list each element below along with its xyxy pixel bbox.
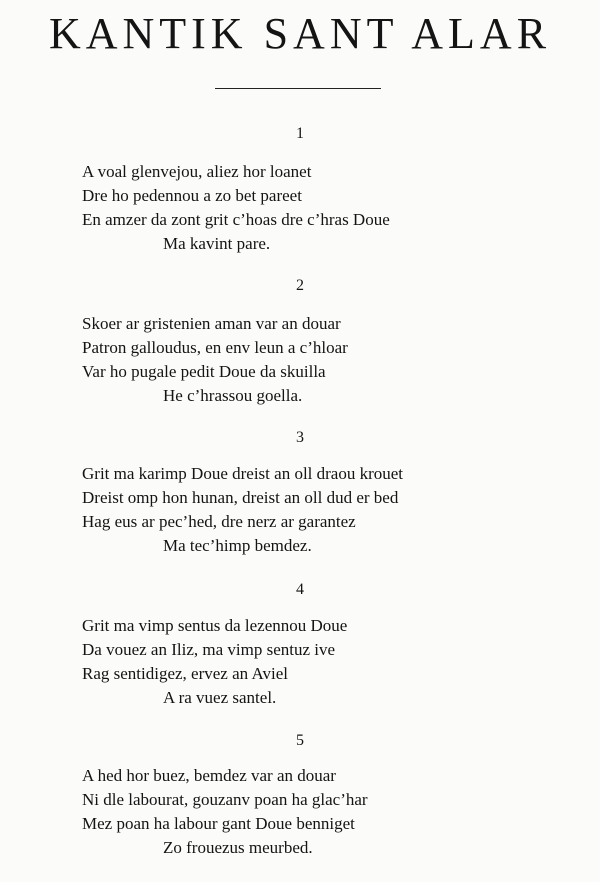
verse-line: Grit ma karimp Doue dreist an oll draou krouet — [82, 464, 404, 483]
verse-line: Da vouez an Iliz, ma vimp sentuz ive — [82, 640, 336, 659]
verse-refrain-line: Zo frouezus meurbed. — [163, 838, 313, 857]
verse-line: Dreist omp hon hunan, dreist an oll dud er bed — [82, 488, 399, 507]
verse-line: Skoer ar gristenien aman var an douar — [82, 314, 341, 333]
stanza-number: 4 — [296, 581, 304, 598]
stanza-number: 2 — [296, 277, 304, 294]
verse-refrain-line: He c’hrassou goella. — [163, 386, 303, 405]
verse-line: Dre ho pedennou a zo bet pareet — [82, 186, 302, 205]
verse-line: A hed hor buez, bemdez var an douar — [82, 766, 336, 785]
verse-refrain-line: Ma kavint pare. — [163, 234, 271, 253]
title-rule — [215, 88, 381, 89]
verse-refrain-line: A ra vuez santel. — [163, 688, 277, 707]
verse-line: Mez poan ha labour gant Doue benniget — [82, 814, 355, 833]
verse-line: Var ho pugale pedit Doue da skuilla — [82, 362, 326, 381]
verse-line: Hag eus ar pec’hed, dre nerz ar garantez — [82, 512, 356, 531]
verse-line: A voal glenvejou, aliez hor loanet — [82, 162, 312, 181]
stanza-number: 3 — [296, 429, 304, 446]
verse-line: Rag sentidigez, ervez an Aviel — [82, 664, 288, 683]
verse-line: Grit ma vimp sentus da lezennou Doue — [82, 616, 348, 635]
verse-line: Ni dle labourat, gouzanv poan ha glac’har — [82, 790, 368, 809]
verse-line: En amzer da zont grit c’hoas dre c’hras Doue — [82, 210, 390, 229]
stanza-number: 1 — [296, 125, 304, 142]
verse-refrain-line: Ma tec’himp bemdez. — [163, 536, 312, 555]
page-title: KANTIK SANT ALAR — [48, 9, 552, 58]
verse-line: Patron galloudus, en env leun a c’hloar — [82, 338, 348, 357]
stanza-number: 5 — [296, 732, 304, 749]
